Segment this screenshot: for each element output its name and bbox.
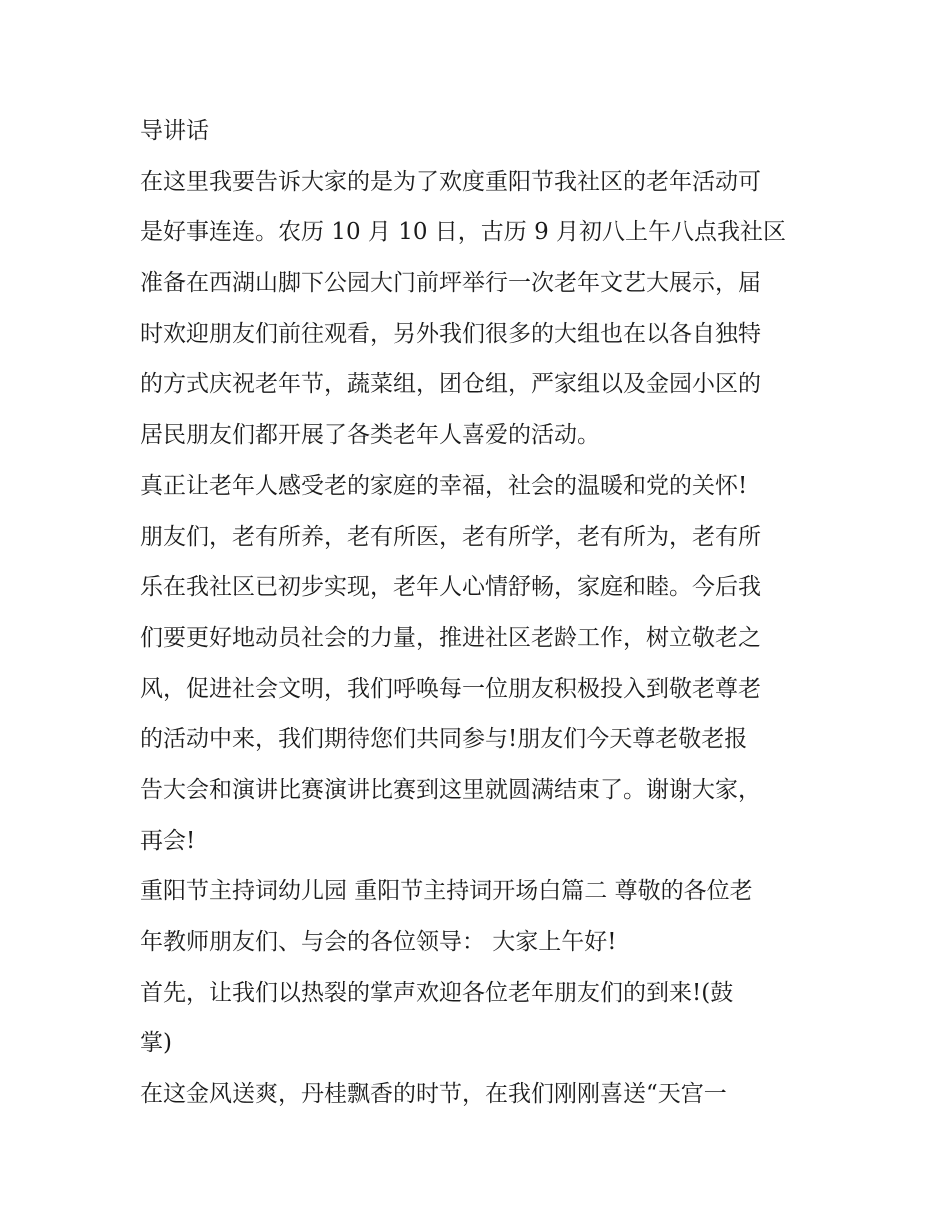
- text-line: 准备在西湖山脚下公园大门前坪举行一次老年文艺大展示，届: [140, 270, 761, 297]
- text-line: 的活动中来，我们期待您们共同参与!朋友们今天尊老敬老报: [140, 726, 748, 753]
- text-line: 在这金风送爽，丹桂飘香的时节，在我们刚刚喜送“天宫一: [140, 1081, 727, 1108]
- text-line: 掌): [140, 1030, 172, 1057]
- text-line: 导讲话: [140, 118, 209, 144]
- text-line: 居民朋友们都开展了各类老年人喜爱的活动。: [140, 422, 600, 449]
- text-line: 重阳节主持词幼儿园 重阳节主持词开场白篇二 尊敬的各位老: [140, 878, 753, 905]
- text-line: 再会!: [140, 827, 196, 854]
- text-line: 时欢迎朋友们前往观看，另外我们很多的大组也在以各自独特: [140, 320, 761, 347]
- text-line: 首先，让我们以热裂的掌声欢迎各位老年朋友们的到来!(鼓: [140, 979, 734, 1006]
- text-line: 年教师朋友们、与会的各位领导： 大家上午好!: [140, 929, 617, 955]
- text-line: 朋友们，老有所养，老有所医，老有所学，老有所为，老有所: [140, 523, 761, 550]
- text-line: 风，促进社会文明，我们呼唤每一位朋友积极投入到敬老尊老: [140, 675, 761, 702]
- text-line: 是好事连连。农历 10 月 10 日，古历 9 月初八上午八点我社区: [140, 219, 787, 246]
- text-line: 真正让老年人感受老的家庭的幸福，社会的温暖和党的关怀!: [140, 472, 748, 499]
- text-line: 在这里我要告诉大家的是为了欢度重阳节我社区的老年活动可: [140, 168, 761, 195]
- text-line: 告大会和演讲比赛演讲比赛到这里就圆满结束了。谢谢大家，: [140, 776, 761, 803]
- text-line: 的方式庆祝老年节，蔬菜组，团仓组，严家组以及金园小区的: [140, 371, 761, 398]
- document-body: [140, 106, 840, 1120]
- text-line: 们要更好地动员社会的力量，推进社区老龄工作，树立敬老之: [140, 624, 761, 651]
- text-line: 乐在我社区已初步实现，老年人心情舒畅，家庭和睦。今后我: [140, 574, 761, 601]
